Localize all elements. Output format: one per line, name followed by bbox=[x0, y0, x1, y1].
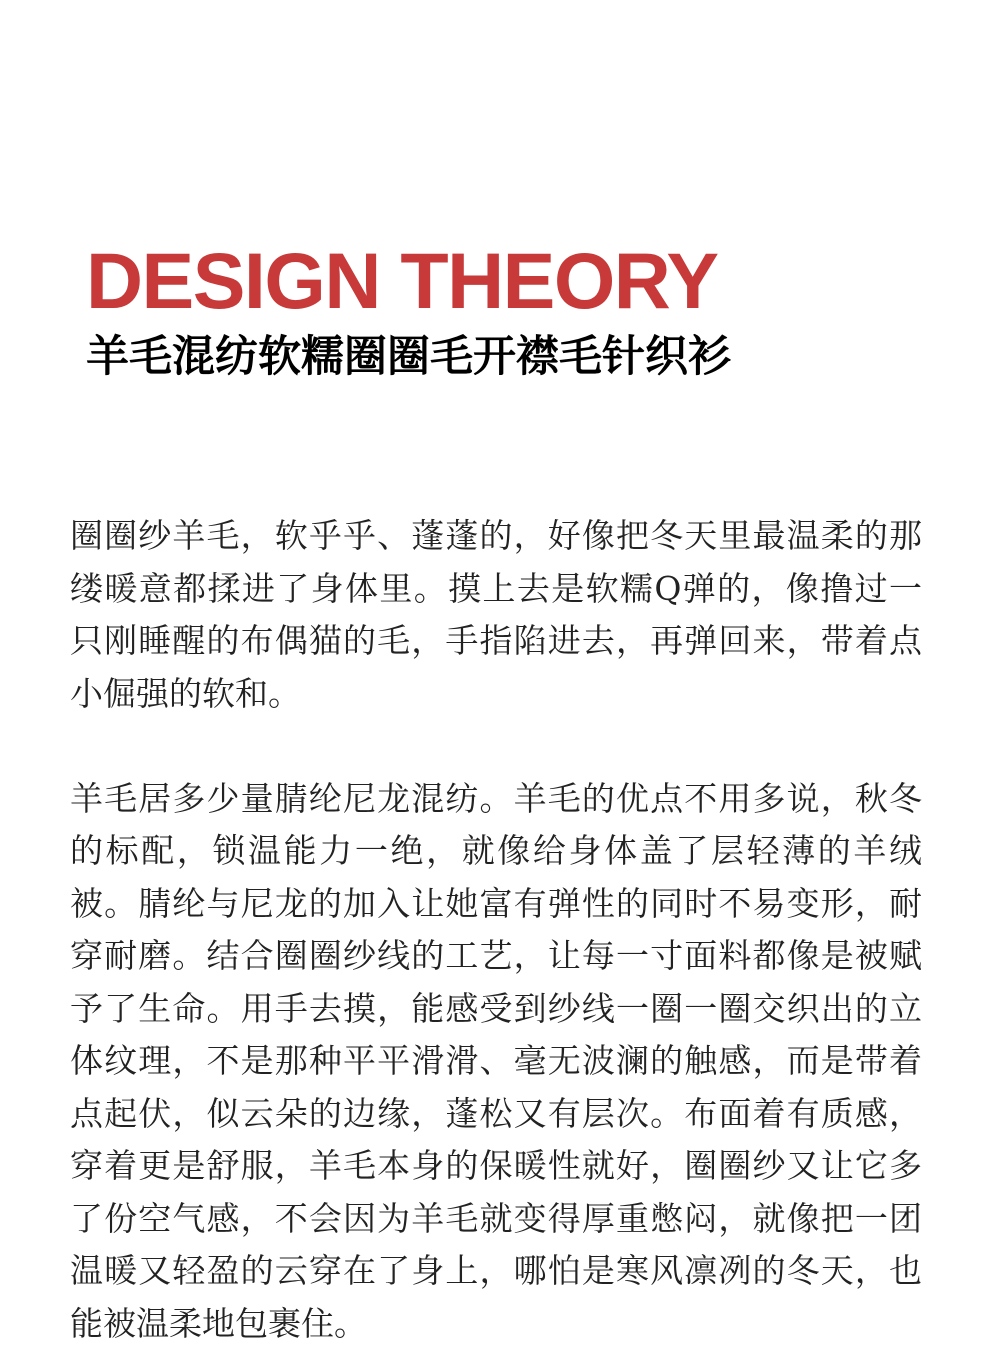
page-subtitle: 羊毛混纺软糯圈圈毛开襟毛针织衫 bbox=[86, 332, 731, 382]
paragraph-intro: 圈圈纱羊毛，软乎乎、蓬蓬的，好像把冬天里最温柔的那缕暖意都揉进了身体里。摸上去是软糯Q弹的，像撸过一只刚睡醒的布偶猫的毛，手指陷进去，再弹回来，带着点小倔强的软和。 bbox=[70, 516, 922, 713]
paragraph-material: 羊毛居多少量腈纶尼龙混纺。羊毛的优点不用多说，秋冬的标配，锁温能力一绝，就像给身体盖了层轻薄的羊绒被。腈纶与尼龙的加入让她富有弹性的同时不易变形，耐穿耐磨。结合圈圈纱线的工艺，让每一寸面料都像是被赋予了生命。用手去摸，能感受到纱线一圈一圈交织出的立体纹理，不是那种平平滑滑、毫无波澜的触感，而是带着点起伏，似云朵的边缘，蓬松又有层次。布面着有质感，穿着更是舒服，羊毛本身的保暖性就好，圈圈纱又让它多了份空气感，不会因为羊毛就变得厚重憋闷，就像把一团温暖又轻盈的云穿在了身上，哪怕是寒风凛冽的冬天，也能被温柔地包裹住。 bbox=[70, 778, 922, 1343]
page-title: DESIGN THEORY bbox=[86, 236, 718, 325]
article-body bbox=[70, 510, 922, 1350]
